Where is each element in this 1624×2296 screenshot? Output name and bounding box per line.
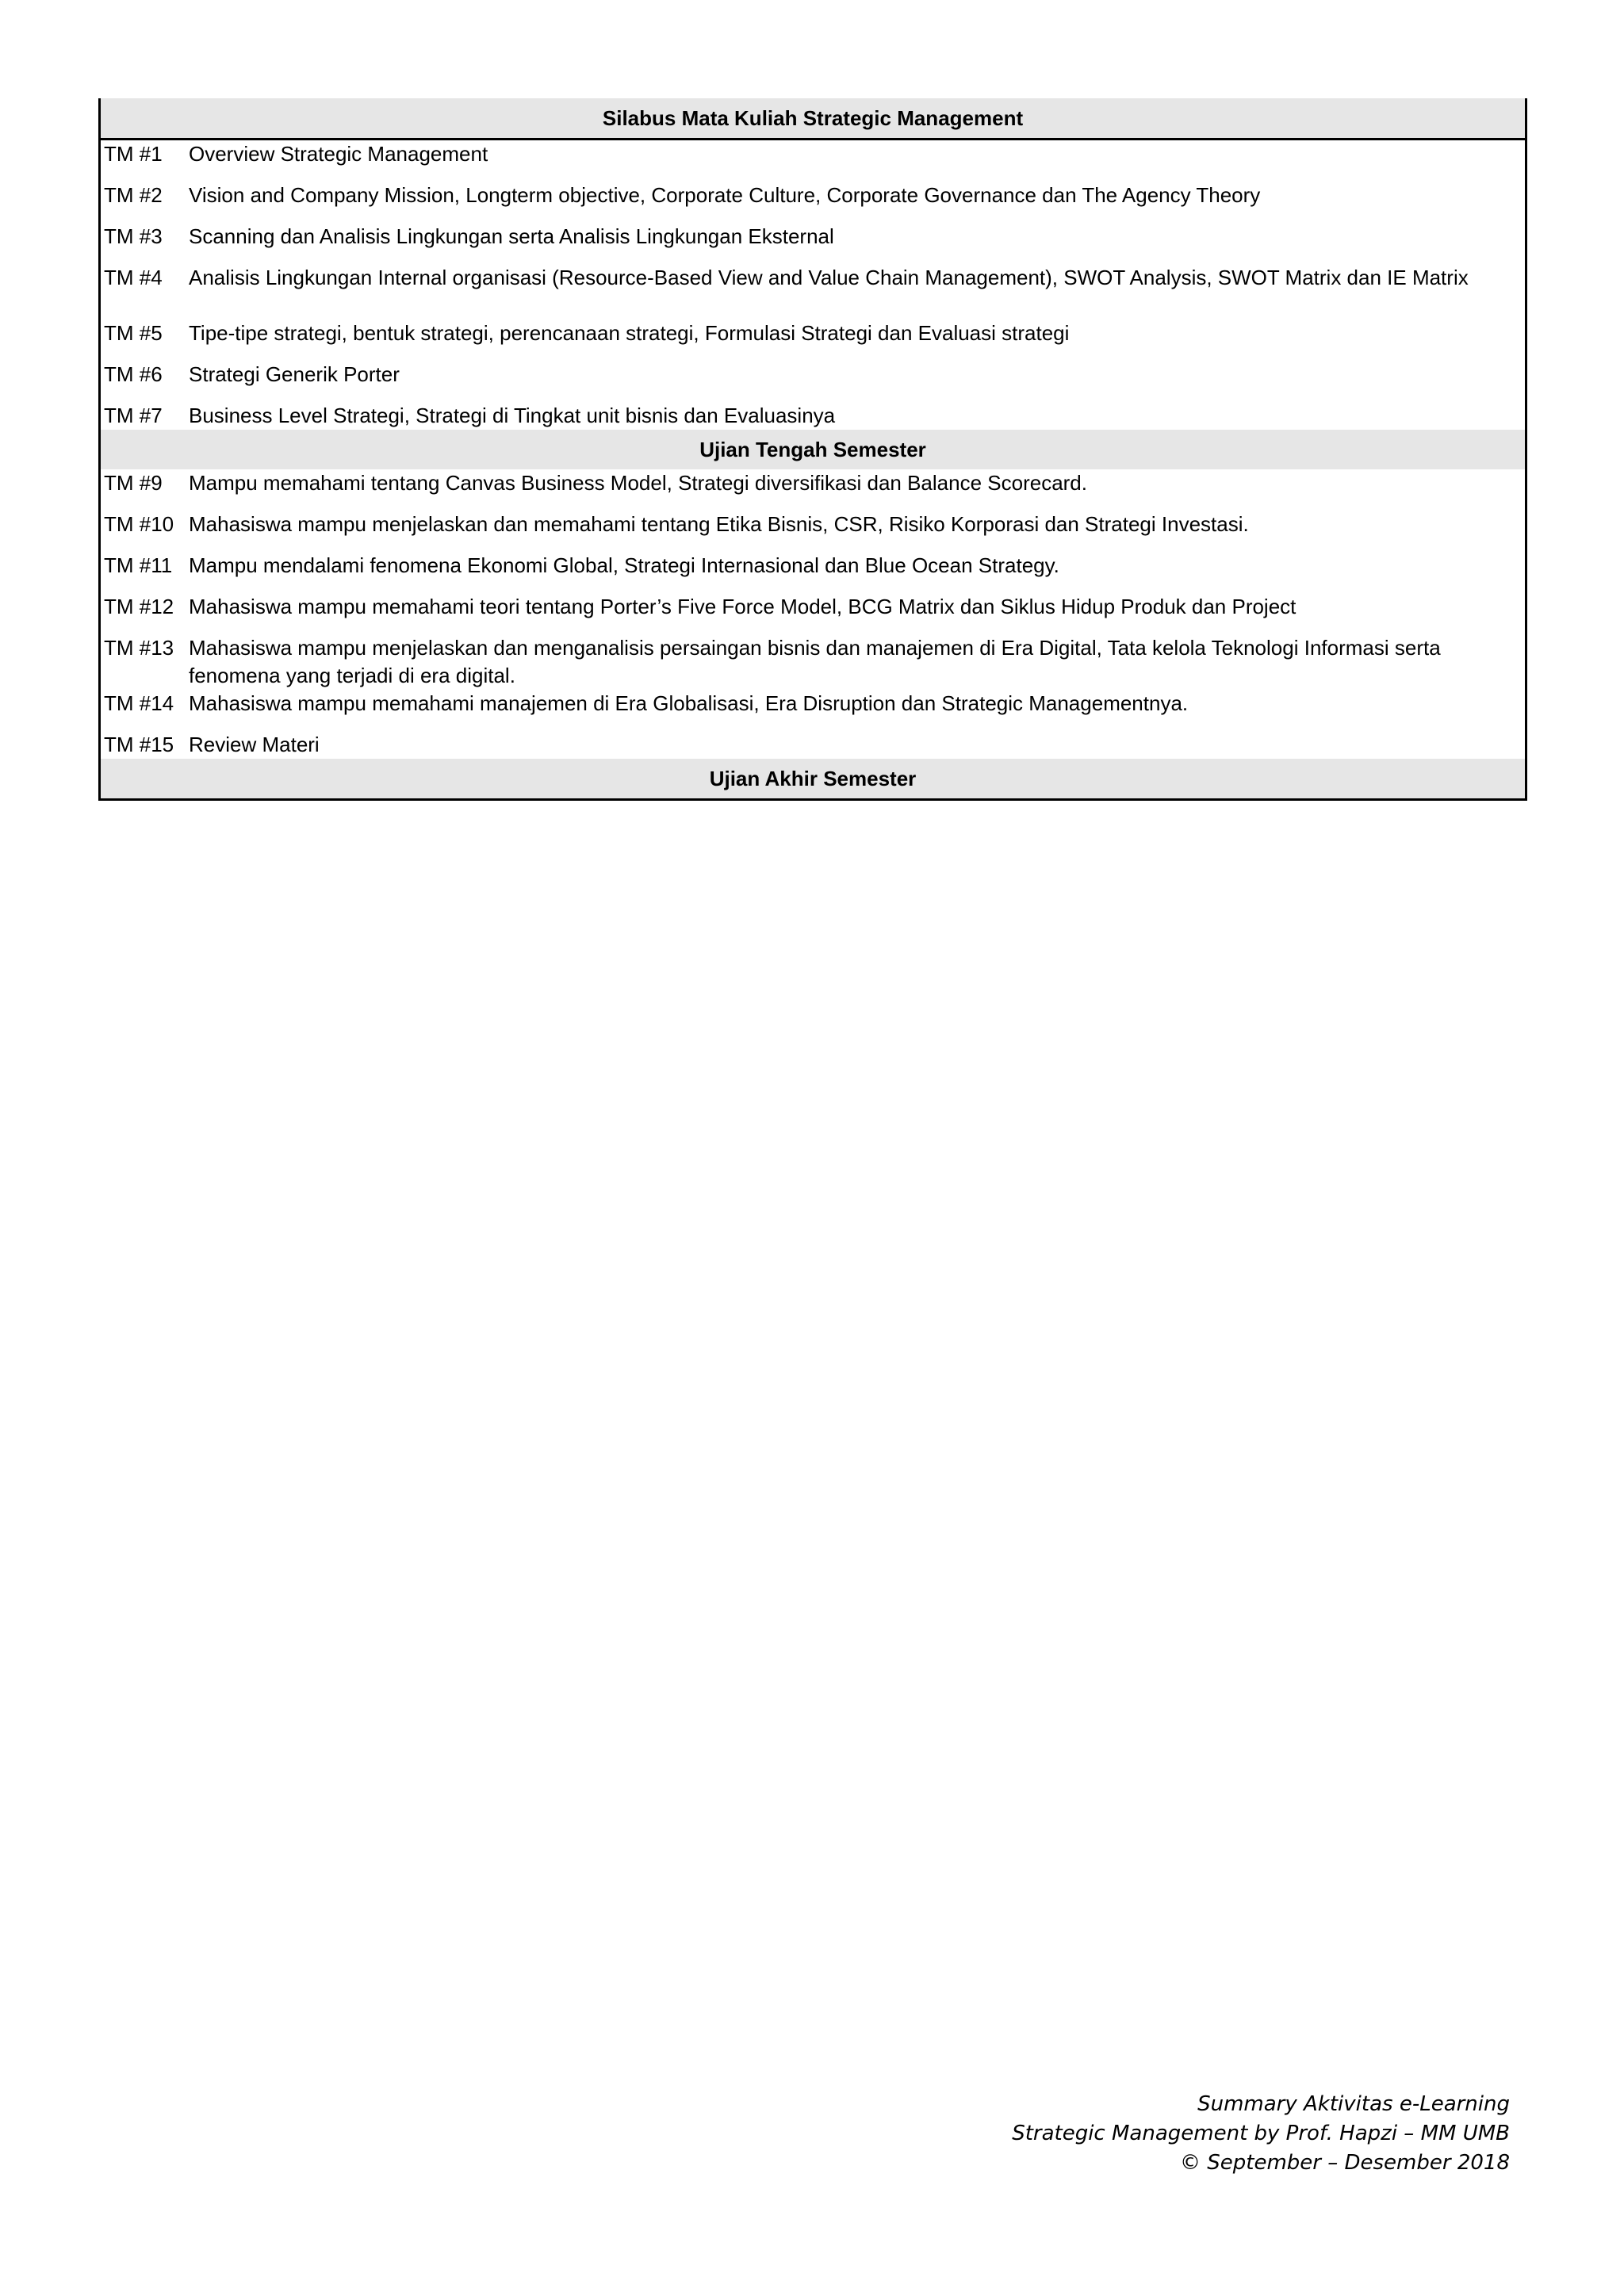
midterm-exam-row: Ujian Tengah Semester [101, 430, 1525, 469]
table-row [101, 320, 1525, 361]
table-row [101, 634, 1525, 690]
table-row [101, 552, 1525, 593]
session-topic: Mahasiswa mampu menjelaskan dan menganalisis persaingan bisnis dan manajemen di Era Digital, Tata kelola Teknologi Informasi serta fenomena yang terjadi di era digital. [189, 636, 1441, 687]
session-code: TM #6 [104, 362, 163, 386]
session-topic: Analisis Lingkungan Internal organisasi (Resource-Based View and Value Chain Management), SWOT Analysis, SWOT Matrix dan IE Matrix [189, 266, 1469, 289]
session-topic: Vision and Company Mission, Longterm objective, Corporate Culture, Corporate Governance dan The Agency Theory [189, 183, 1261, 207]
session-topic: Mahasiswa mampu memahami manajemen di Era Globalisasi, Era Disruption dan Strategic Managementnya. [189, 691, 1189, 715]
table-row [101, 511, 1525, 552]
syllabus-title: Silabus Mata Kuliah Strategic Management [101, 98, 1525, 140]
table-row [101, 402, 1525, 430]
session-code: TM #14 [104, 691, 174, 715]
table-row [101, 731, 1525, 759]
session-topic: Mahasiswa mampu memahami teori tentang Porter’s Five Force Model, BCG Matrix dan Siklus Hidup Produk dan Project [189, 595, 1297, 618]
session-topic: Tipe-tipe strategi, bentuk strategi, perencanaan strategi, Formulasi Strategi dan Evaluasi strategi [189, 321, 1070, 345]
session-code: TM #11 [104, 553, 173, 577]
session-topic: Mahasiswa mampu menjelaskan dan memahami tentang Etika Bisnis, CSR, Risiko Korporasi dan Strategi Investasi. [189, 512, 1249, 536]
session-code: TM #15 [104, 733, 174, 756]
session-topic: Business Level Strategi, Strategi di Tingkat unit bisnis dan Evaluasinya [189, 404, 836, 427]
table-row [101, 182, 1525, 223]
session-topic: Overview Strategic Management [189, 142, 488, 166]
table-row [101, 140, 1525, 182]
session-code: TM #3 [104, 224, 163, 248]
table-row [101, 690, 1525, 731]
table-row [101, 361, 1525, 402]
session-code: TM #9 [104, 471, 163, 495]
session-topic: Mampu memahami tentang Canvas Business Model, Strategi diversifikasi dan Balance Scorecard. [189, 471, 1087, 495]
page-footer [1012, 2090, 1510, 2178]
table-row [101, 593, 1525, 634]
footer-line: Strategic Management by Prof. Hapzi – MM UMB [1012, 2122, 1510, 2145]
session-code: TM #5 [104, 321, 163, 345]
table-row [101, 223, 1525, 264]
session-code: TM #10 [104, 512, 174, 536]
table-row [101, 469, 1525, 511]
session-code: TM #4 [104, 266, 163, 289]
syllabus-table [98, 98, 1527, 801]
final-exam-row: Ujian Akhir Semester [101, 759, 1525, 798]
session-code: TM #13 [104, 636, 174, 660]
session-code: TM #1 [104, 142, 163, 166]
footer-line: © September – Desember 2018 [1179, 2151, 1510, 2175]
table-row [101, 264, 1525, 320]
session-topic: Review Materi [189, 733, 320, 756]
session-topic: Scanning dan Analisis Lingkungan serta Analisis Lingkungan Eksternal [189, 224, 834, 248]
session-topic: Mampu mendalami fenomena Ekonomi Global, Strategi Internasional dan Blue Ocean Strategy. [189, 553, 1059, 577]
session-code: TM #12 [104, 595, 174, 618]
session-code: TM #7 [104, 404, 163, 427]
footer-line: Summary Aktivitas e-Learning [1197, 2092, 1510, 2116]
session-topic: Strategi Generik Porter [189, 362, 400, 386]
session-code: TM #2 [104, 183, 163, 207]
